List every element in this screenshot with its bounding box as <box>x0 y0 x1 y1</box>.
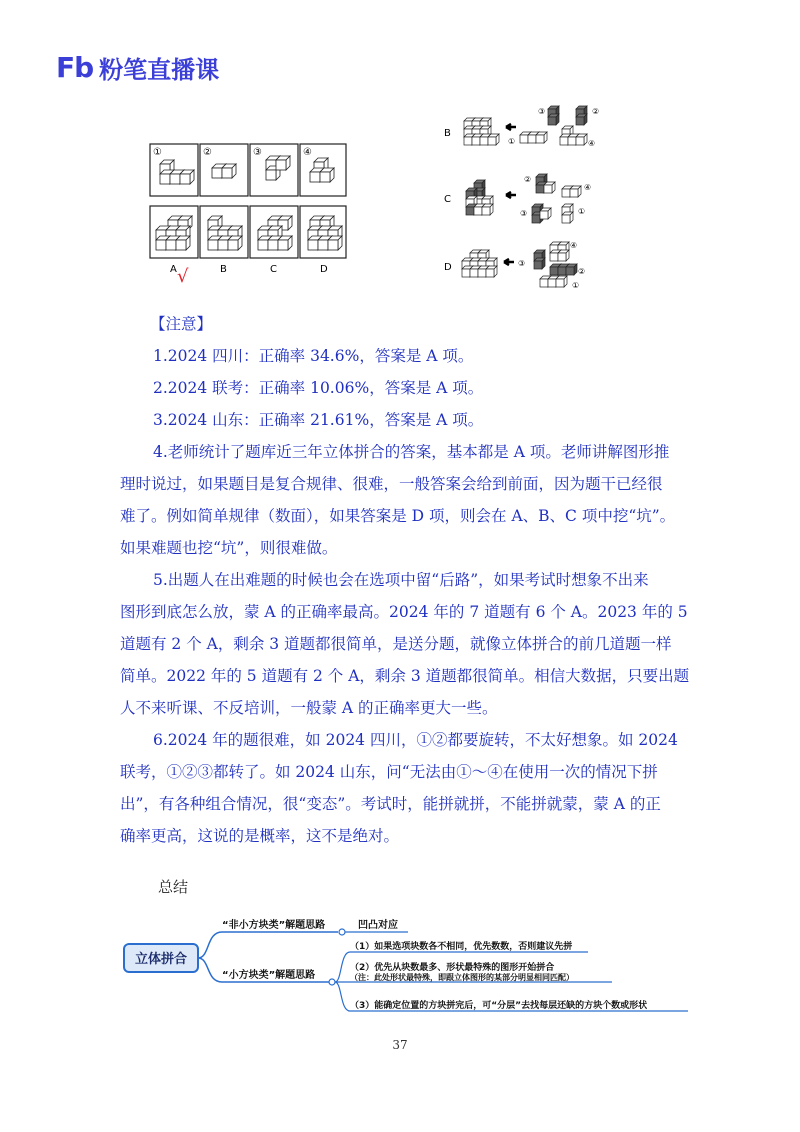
note-paragraph-5 <box>120 564 690 724</box>
option-label-b: B <box>220 264 227 275</box>
note-6-line: 确率更高，这说的是概率，这不是绝对。 <box>120 827 400 845</box>
option-label-a: A <box>170 264 177 275</box>
note-paragraph-4 <box>120 436 690 564</box>
marker-c-1: ② <box>524 175 532 184</box>
note-item-2: 2.2024 联考：正确率 10.06%，答案是 A 项。 <box>153 379 484 397</box>
note-6-line: 6.2024 年的题很难，如 2024 四川，①②都要旋转，不太好想象。如 2024 <box>153 731 678 749</box>
note-5-line: 5.出题人在出难题的时候也会在选项中留“后路”，如果考试时想象不出来 <box>153 571 649 589</box>
note-item-1: 1.2024 四川：正确率 34.6%，答案是 A 项。 <box>153 347 474 365</box>
marker-d-4: ① <box>572 281 580 290</box>
note-item-3: 3.2024 山东：正确率 21.61%，答案是 A 项。 <box>153 411 484 429</box>
marker-c-3: ③ <box>520 209 528 218</box>
mindmap-branch-1-leaf: 凹凸对应 <box>358 920 398 931</box>
marker-b-1: ③ <box>538 107 546 116</box>
page-number: 37 <box>392 1038 408 1052</box>
mindmap-leaf-3: （3）能确定位置的方块拼完后，可“分层”去找每层还缺的方块个数或形状 <box>350 1001 648 1011</box>
note-4-line: 4.老师统计了题库近三年立体拼合的答案，基本都是 A 项。老师讲解图形推 <box>153 443 670 461</box>
solution-label-d: D <box>444 262 452 273</box>
marker-c-4: ① <box>578 207 586 216</box>
note-6-line: 出”，有各种组合情况，很“变态”。考试时，能拼就拼，不能拼就蒙，蒙 A 的正 <box>120 795 661 813</box>
notes-heading: 【注意】 <box>150 315 213 333</box>
note-4-line: 如果难题也挖“坑”，则很难做。 <box>120 539 338 557</box>
marker-c-2: ④ <box>584 183 592 192</box>
note-5-line: 简单。2022 年的 5 道题有 2 个 A，剩余 3 道题都很简单。相信大数据，只要出题 <box>120 667 690 685</box>
mindmap-branch-1: “非小方块类”解题思路 <box>222 920 326 931</box>
option-label-c: C <box>270 264 277 275</box>
mindmap-leaf-2: （2）优先从块数最多、形状最特殊的图形开始拼合 <box>350 963 555 973</box>
marker-b-4: ④ <box>588 139 596 148</box>
marker-d-2: ④ <box>570 241 578 250</box>
marker-b-2: ② <box>592 107 600 116</box>
note-paragraph-6 <box>120 724 690 852</box>
logo-text: 粉笔直播课 <box>99 56 220 84</box>
piece-label-1: ① <box>153 147 162 158</box>
note-6-line: 联考，①②③都转了。如 2024 山东，问“无法由①～④在使用一次的情况下拼 <box>120 763 658 781</box>
marker-d-1: ③ <box>518 259 526 268</box>
marker-b-3: ① <box>508 137 516 146</box>
mindmap-branch-2: “小方块类”解题思路 <box>222 970 316 981</box>
notes-section <box>120 308 690 852</box>
piece-label-2: ② <box>203 147 212 158</box>
note-4-line: 难了。例如简单规律（数面），如果答案是 D 项，则会在 A、B、C 项中挖“坑”。 <box>120 507 676 525</box>
question-figure <box>148 142 348 292</box>
note-5-line: 人不来听课、不反培训，一般蒙 A 的正确率更大一些。 <box>120 699 498 717</box>
option-label-d: D <box>320 264 328 275</box>
solution-label-b: B <box>444 128 451 139</box>
piece-label-4: ④ <box>303 147 312 158</box>
piece-label-3: ③ <box>253 147 262 158</box>
mindmap-leaf-1: （1）如果选项块数各不相同，优先数数，否则建议先拼 <box>350 942 573 952</box>
marker-d-3: ② <box>578 267 586 276</box>
mindmap-leaf-2-note: （注：此处形状最特殊，即跟立体图形的某部分明显相同匹配） <box>350 973 574 982</box>
brand-logo <box>56 50 219 85</box>
note-5-line: 道题有 2 个 A，剩余 3 道题都很简单，是送分题，就像立体拼合的前几道题一样 <box>120 635 672 653</box>
note-4-line: 理时说过，如果题目是复合规律、很难，一般答案会给到前面，因为题干已经很 <box>120 475 663 493</box>
solution-label-c: C <box>444 194 451 205</box>
summary-mindmap <box>118 910 688 1022</box>
note-5-line: 图形到底怎么放，蒙 A 的正确率最高。2024 年的 7 道题有 6 个 A。2023 年的 5 <box>120 603 688 621</box>
check-mark: √ <box>177 266 189 287</box>
mindmap-root: 立体拼合 <box>134 952 188 967</box>
solution-figure <box>440 100 620 292</box>
logo-mark: Fb <box>56 51 94 84</box>
summary-title: 总结 <box>158 878 189 896</box>
